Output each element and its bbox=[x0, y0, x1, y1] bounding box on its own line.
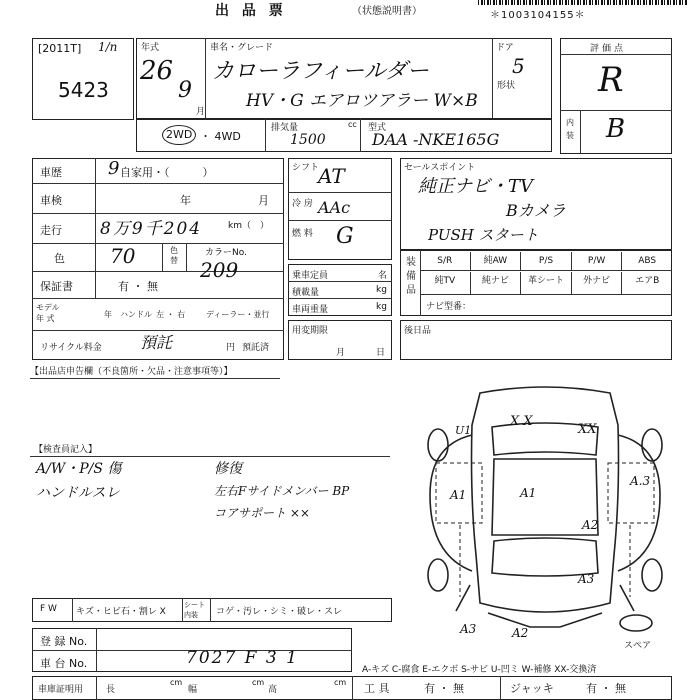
equipment-row-1 bbox=[420, 252, 672, 270]
dim-height-unit: cm bbox=[334, 678, 347, 687]
fuel-label: 燃 料 bbox=[292, 229, 313, 239]
lot-year-tag: [2011T] bbox=[38, 42, 82, 55]
purpose-label: 用変期限 bbox=[292, 326, 329, 336]
lot-year-suffix: 1/n bbox=[98, 40, 118, 54]
mark-a2-right: A2 bbox=[582, 518, 599, 532]
recycle-status: 預託済 bbox=[242, 343, 270, 353]
form-subtitle: （状態説明書） bbox=[352, 6, 422, 17]
handle-options: 左 ・ 右 bbox=[156, 310, 186, 319]
mark-a2-bottom: A2 bbox=[512, 626, 529, 640]
recycle-value: 預託 bbox=[140, 333, 173, 352]
displacement-label: 排気量 bbox=[271, 123, 299, 133]
warranty-options: 有 ・ 無 bbox=[118, 280, 158, 293]
sales-line2: Bカメラ bbox=[506, 201, 566, 220]
mark-a1-top: A1 bbox=[520, 486, 537, 500]
inspection-label: 車検 bbox=[40, 194, 62, 207]
model-label-top: モデル bbox=[36, 303, 60, 312]
drive-circle bbox=[162, 125, 196, 145]
mileage-label: 走行 bbox=[40, 224, 62, 237]
jack-options: 有 ・ 無 bbox=[586, 682, 626, 695]
form-title: 出 品 票 bbox=[215, 3, 287, 19]
equipment-item: 純ナビ bbox=[470, 272, 521, 294]
seat-items: コゲ・汚レ・シミ・破レ・スレ bbox=[216, 607, 343, 617]
car-name-label: 車名・グレード bbox=[210, 43, 274, 53]
car-diagram bbox=[400, 375, 690, 645]
warranty-label: 保証書 bbox=[40, 280, 73, 293]
mileage-value: 8万9千204 bbox=[100, 219, 203, 239]
recycle-unit: 円 bbox=[226, 343, 236, 353]
color-change-label: 色替 bbox=[170, 246, 178, 265]
equipment-item: ABS bbox=[621, 252, 672, 270]
displacement-unit: cc bbox=[348, 120, 357, 129]
doors-value: 5 bbox=[512, 54, 525, 78]
equipment-item: エアB bbox=[621, 272, 672, 294]
color-no-value: 209 bbox=[200, 258, 239, 282]
score-label: 評価点 bbox=[590, 44, 627, 54]
dim-width-label: 幅 bbox=[188, 685, 198, 695]
equipment-item: P/W bbox=[571, 252, 622, 270]
equipment-item: 革シート bbox=[520, 272, 571, 294]
model-month-unit: 月 bbox=[196, 107, 206, 117]
dealer-label: ディーラー・並行 bbox=[206, 310, 270, 319]
capacity-unit: 名 bbox=[378, 271, 388, 281]
score-value: R bbox=[598, 60, 624, 100]
displacement-value: 1500 bbox=[290, 132, 326, 148]
inspection-month: 月 bbox=[258, 194, 269, 207]
load-unit: kg bbox=[376, 285, 387, 295]
mark-u1: U1 bbox=[455, 424, 472, 437]
purpose-day: 日 bbox=[376, 348, 386, 358]
ac-value: AAc bbox=[318, 198, 351, 217]
capacity-label: 乗車定員 bbox=[292, 271, 329, 281]
chassis-label: 車 台 No. bbox=[40, 657, 88, 670]
tools-options: 有 ・ 無 bbox=[424, 682, 464, 695]
inspector-right-3: コアサポート ×× bbox=[214, 506, 310, 520]
ac-label: 冷 房 bbox=[292, 199, 313, 209]
load-label: 積載量 bbox=[292, 288, 320, 298]
recycle-label: リサイクル料金 bbox=[40, 343, 102, 353]
color-no-label: カラーNo. bbox=[205, 248, 247, 258]
model-type-value: DAA -NKE165G bbox=[372, 130, 500, 149]
inspector-label: 【検査員記入】 bbox=[34, 445, 98, 455]
legend: A-キズ C-腐食 E-エクボ S-サビ U-凹ミ W-補修 XX-交換済 bbox=[362, 665, 597, 675]
inspector-right-1: 修復 bbox=[214, 461, 242, 477]
equipment-label: 装備品 bbox=[406, 257, 416, 296]
equipment-item: 外ナビ bbox=[571, 272, 622, 294]
dim-height-label: 高 bbox=[268, 685, 278, 695]
car-name-line2: HV・G エアロツアラー W×B bbox=[246, 91, 478, 111]
dim-width-unit: cm bbox=[252, 678, 265, 687]
registration-label: 登 録 No. bbox=[40, 635, 88, 648]
color-label: 色 bbox=[54, 252, 65, 265]
history-value: 自家用・（ ） bbox=[120, 166, 214, 179]
equipment-item: S/R bbox=[437, 256, 453, 266]
mark-xx-front: X X bbox=[510, 414, 533, 429]
inspector-right-2: 左右Fサイドメンバー BP bbox=[214, 484, 350, 498]
jack-label: ジャッキ bbox=[510, 682, 554, 695]
equipment-item: P/S bbox=[520, 252, 571, 270]
navi-type-label: ナビ型番： bbox=[426, 302, 472, 312]
garage-cert-label: 車庫証明用 bbox=[38, 685, 84, 695]
interior-label: 内装 bbox=[566, 118, 574, 140]
fuel-value: G bbox=[336, 224, 354, 249]
equipment-row-2 bbox=[420, 272, 672, 294]
shape-label: 形状 bbox=[497, 81, 516, 91]
car-name-line1: カローラフィールダー bbox=[212, 59, 429, 84]
handle-label: ハンドル bbox=[120, 310, 152, 319]
inspection-year: 年 bbox=[180, 194, 191, 207]
seller-report-label: 【出品店申告欄（不良箇所・欠品・注意事項等）】 bbox=[30, 367, 233, 377]
after-label: 後日品 bbox=[404, 326, 432, 336]
sales-line3: PUSH スタート bbox=[428, 226, 539, 244]
drive-2wd: 2WD bbox=[166, 128, 193, 141]
model-month-value: 9 bbox=[178, 78, 192, 103]
dim-length-label: 長 bbox=[106, 685, 116, 695]
weight-unit: kg bbox=[376, 302, 387, 312]
interior-value: B bbox=[606, 114, 626, 144]
mark-a1-left: A1 bbox=[450, 488, 467, 502]
spare-label: スペア bbox=[624, 641, 652, 651]
fw-label: F W bbox=[40, 604, 57, 614]
equipment-item: 純AW bbox=[470, 252, 521, 270]
chassis-value: 7027 F 3 1 bbox=[186, 648, 299, 668]
lot-number: 5423 bbox=[58, 78, 109, 102]
inspector-left-1: A/W・P/S 傷 bbox=[36, 461, 122, 477]
model-year-value: 26 bbox=[140, 56, 174, 86]
model-year-unit: 年 bbox=[104, 310, 112, 319]
barcode bbox=[478, 0, 688, 5]
history-label: 車歴 bbox=[40, 166, 62, 179]
shift-value: AT bbox=[318, 164, 345, 188]
history-mark: 9 bbox=[108, 158, 120, 179]
mark-a3-right: A3 bbox=[578, 572, 595, 586]
model-type-label: 型式 bbox=[368, 123, 387, 133]
sales-label: セールスポイント bbox=[404, 163, 476, 173]
purpose-month: 月 bbox=[336, 348, 346, 358]
model-label-bottom: 年 式 bbox=[36, 314, 55, 323]
seat-label: シート内装 bbox=[184, 601, 205, 619]
mark-a3-bottom: A3 bbox=[460, 622, 477, 636]
shift-label: シフト bbox=[292, 163, 320, 173]
mark-xx-right: XX bbox=[578, 422, 597, 437]
mileage-units: km（ ） bbox=[228, 221, 269, 231]
sales-line1: 純正ナビ・TV bbox=[418, 176, 534, 197]
after-box bbox=[400, 320, 672, 360]
model-year-label: 年式 bbox=[141, 43, 160, 53]
barcode-number: ＊1003104155＊ bbox=[490, 10, 586, 21]
mark-ac3: A.3 bbox=[630, 474, 651, 488]
color-value: 70 bbox=[110, 244, 136, 268]
equipment-item: 純TV bbox=[434, 276, 456, 286]
tools-label: 工 具 bbox=[364, 682, 390, 695]
fw-items: キズ・ヒビ石・割レ X bbox=[76, 607, 166, 617]
dim-length-unit: cm bbox=[170, 678, 183, 687]
weight-label: 車両重量 bbox=[292, 305, 329, 315]
drive-4wd: ・ 4WD bbox=[200, 130, 241, 143]
doors-label: ドア bbox=[496, 43, 514, 53]
inspector-left-2: ハンドルスレ bbox=[36, 485, 120, 501]
